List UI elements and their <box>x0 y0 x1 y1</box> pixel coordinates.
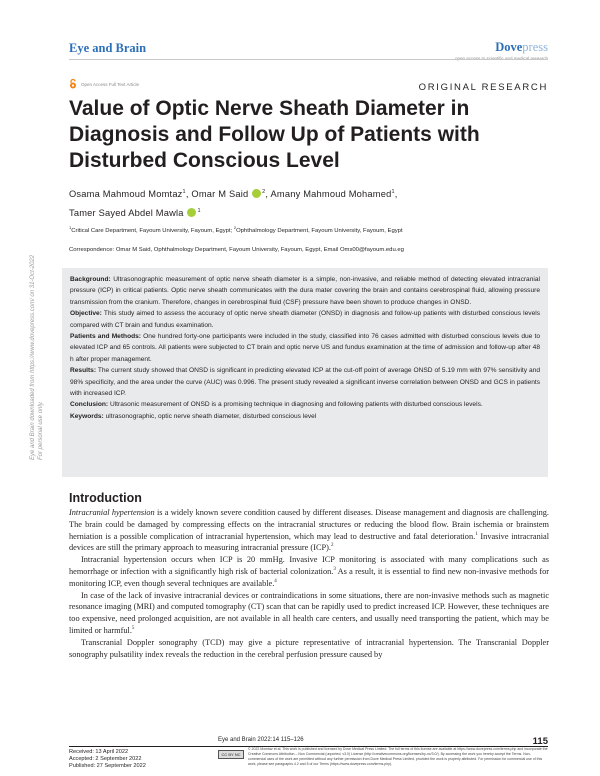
publisher-main: Dove <box>495 40 523 54</box>
abstract-objective <box>70 308 540 331</box>
paragraph <box>69 554 549 589</box>
header-divider <box>69 59 548 60</box>
open-access-label: Open Access Full Text Article <box>81 81 139 87</box>
paragraph-text: is a widely known severe condition caused by different diseases. Disease management and diagnosis are challenging. The brain could be damaged by compressing effects on the intracranial structures or reducing the blood flow. Brain ischemia or brainstem herniation is a possible complication of intracranial hypertension, which may lead to destructive and fatal deterioration. <box>69 508 549 541</box>
paragraph <box>69 507 549 554</box>
paragraph-text: Invasive intracranial devices are still the primary approach to measuring intracranial pressure (ICP). <box>69 531 550 553</box>
author-affiliation-ref: 1 <box>182 189 186 195</box>
background-text: Ultrasonographic measurement of optic nerve sheath diameter is a simple, non-invasive, and reliable method of detecting elevated intracranial pressure (ICP) in critical patients. Optic nerve sheath communicates with the dura mater covering the brain and contains cerebrospinal fluid, allowing pressure transmission from the cranium. Therefore, changes in cerebrospinal fluid (CSF) pressure have been shown to produce changes in ONSD. <box>70 276 540 306</box>
citation-ref[interactable]: 4 <box>274 579 277 585</box>
paragraph-text: In case of the lack of invasive intracranial devices or contraindications in some situations, there are non-invasive methods such as magnetic resonance imaging (MRI) and computed tomography (CT) scan that can be rapidly used to predict increased ICP. However, these techniques are too expensive, need prolonged acquisition, are not available in all health care centers, and usually need transporting the patient, which may be limited or harmful. <box>69 590 549 635</box>
author-affiliation-ref: 1 <box>391 189 395 195</box>
citation-ref[interactable]: 5 <box>131 626 135 632</box>
citation-ref[interactable]: 3 <box>333 567 336 573</box>
author-affiliation-ref: 1 <box>197 208 201 215</box>
author-name[interactable]: Amany Mahmoud Mohamed <box>270 189 392 200</box>
orcid-icon[interactable] <box>252 189 261 198</box>
affiliations: $^1$Critical Care Department, Fayoum University, Fayoum, Egypt; $^2$Ophthalmology Department, Fayoum University, Fayoum, Egypt <box>69 225 403 234</box>
correspondence: Correspondence: Omar M Said, Ophthalmology Department, Fayoum University, Fayoum, Egypt, Email Oms00@fayoum.edu.eg <box>69 247 404 253</box>
orcid-icon[interactable] <box>187 208 196 217</box>
keywords-text: ultrasonographic, optic nerve sheath diameter, disturbed conscious level <box>105 412 317 420</box>
abstract-box <box>62 268 548 477</box>
published-date: Published: 27 September 2022 <box>69 763 146 770</box>
received-date: Received: 13 April 2022 <box>69 749 129 755</box>
footer-citation: Eye and Brain 2022:14 115–126 <box>218 737 304 743</box>
citation-ref[interactable]: 2 <box>330 543 334 549</box>
section-heading-introduction: Introduction <box>69 491 142 505</box>
abstract-keywords <box>70 411 540 422</box>
download-notice: Eye and Brain downloaded from https://www.dovepress.com/ on 31-Oct-2022 <box>30 254 36 460</box>
abstract-results <box>70 365 540 399</box>
results-label: Results: <box>70 367 97 375</box>
license-text: © 2022 Momtaz et al. This work is published and licensed by Dove Medical Press Limited. The full terms of this license are available at https://www.dovepress.com/terms.php and incorporate the Creative Commons Attribution – Non Commercial (unported, v3.0) License (http://creativecommons.org/licenses/by-nc/3.0/). By accessing the work you hereby accept the Terms. Non-commercial uses of the work are permitted without any further permission from Dove Medical Press Limited, provided the work is properly attributed. For permission for commercial use of this work, please see paragraphs 4.2 and 5 of our Terms (https://www.dovepress.com/terms.php). <box>248 747 548 766</box>
background-label: Background: <box>70 276 111 283</box>
accepted-date: Accepted: 2 September 2022 <box>69 756 142 763</box>
affiliation-1: Critical Care Department, Fayoum University, Fayoum, Egypt; <box>71 227 233 234</box>
paragraph-text: As a result, it is essential to find new non-invasive methods for monitoring ICP, even though several techniques are available. <box>69 566 549 588</box>
citation-ref[interactable]: 1 <box>475 531 478 537</box>
author-name[interactable]: Osama Mahmoud Momtaz <box>69 189 183 200</box>
abstract-conclusion <box>70 399 540 410</box>
italic-term: Intracranial hypertension <box>69 508 155 517</box>
download-watermark <box>30 255 45 460</box>
personal-use-notice: For personal use only. <box>37 401 44 460</box>
author-name[interactable]: Tamer Sayed Abdel Mawla <box>69 208 184 219</box>
keywords-label: Keywords: <box>70 412 104 420</box>
methods-label: Patients and Methods: <box>70 333 141 341</box>
results-text: The current study showed that ONSD is significant in predicting elevated ICP at the cut-off point of average ONSD of 5.19 mm with 97% sensitivity and 98% specificity, and the area under the curve (AUC) was 0.996. The present study revealed a significant inverse correlation between ONSD and GCS in patients with increased ICP. <box>70 367 540 398</box>
journal-name[interactable]: Eye and Brain <box>69 41 147 55</box>
publisher-logo[interactable] <box>495 40 548 55</box>
publisher-tagline: open access to scientific and medical research <box>454 56 548 61</box>
open-access-lock-icon <box>69 79 77 89</box>
introduction-body <box>69 507 549 660</box>
methods-text: One hundred forty-one participants were included in the study, classified into 76 cases admitted with disturbed conscious levels due to elevated ICP and 65 controls. All patients were subjected to CT brain and optic nerve US and fundus examination at the time of admission and follow-up after 48 h after proper management. <box>70 333 540 363</box>
paragraph-text: Transcranial Doppler sonography (TCD) may give a picture representative of intracranial hypertension. The Transcranial Doppler sonography pulsatility index reveals the reduction in the cerebral perfusion pressure caused by <box>69 637 549 659</box>
abstract-methods <box>70 331 540 365</box>
author-list: Osama Mahmoud Momtaz$^1$, Omar M Said $^2$, Amany Mahmoud Mohamed$^1$, Tamer Sayed Abdel Mawla $^1$ <box>69 189 398 219</box>
affiliation-2: Ophthalmology Department, Fayoum University, Fayoum, Egypt <box>236 227 403 234</box>
publication-dates <box>69 749 146 771</box>
paragraph <box>69 637 549 661</box>
author-affiliation-ref: 2 <box>262 189 266 195</box>
page-number: 115 <box>532 736 548 747</box>
article-title: Value of Optic Nerve Sheath Diameter in Diagnosis and Follow Up of Patients with Disturbed Conscious Level <box>69 97 480 172</box>
paragraph <box>69 590 549 637</box>
publisher-suffix: press <box>522 40 548 54</box>
open-access-badge <box>69 79 139 89</box>
conclusion-text: Ultrasonic measurement of ONSD is a promising technique in diagnosing and following patients with disturbed conscious levels. <box>109 401 483 409</box>
author-name[interactable]: Omar M Said <box>191 189 249 200</box>
article-type: ORIGINAL RESEARCH <box>418 82 548 93</box>
conclusion-label: Conclusion: <box>70 401 109 409</box>
abstract-background <box>70 274 540 308</box>
cc-license-badge[interactable]: CC BY NC <box>218 750 244 759</box>
paragraph-text: Intracranial hypertension occurs when ICP is 20 mmHg. Invasive ICP monitoring is associated with many complications such as hemorrhage or infection with a significantly high risk of bacterial colonization. <box>69 555 549 576</box>
objective-label: Objective: <box>70 310 102 318</box>
objective-text: This study aimed to assess the accuracy of optic nerve sheath diameter (ONSD) in diagnosis and follow-up patients with disturbed conscious levels compared with CT brain and fundus examination. <box>70 310 540 329</box>
